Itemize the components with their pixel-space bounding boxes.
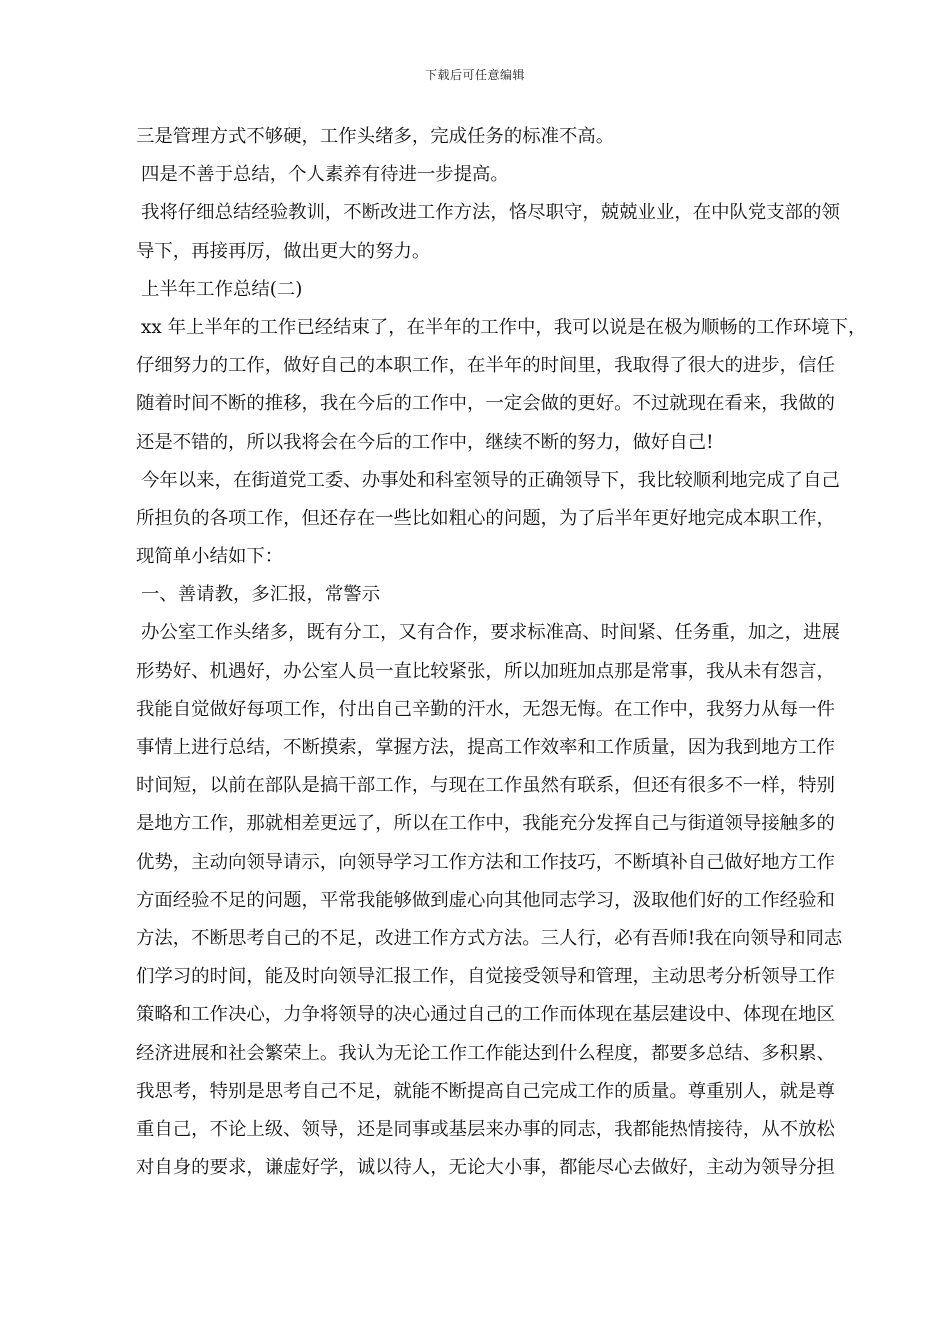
text-line: 方面经验不足的问题，平常我能够做到虚心向其他同志学习，汲取他们好的工作经验和 (136, 889, 835, 911)
text-line: 事情上进行总结，不断摸索，掌握方法，提高工作效率和工作质量，因为我到地方工作 (136, 737, 835, 758)
text-line: 是地方工作，那就相差更远了，所以在工作中，我能充分发挥自己与街道领导接触多的 (136, 813, 835, 835)
text-line: 我将仔细总结经验教训，不断改进工作方法，恪尽职守，兢兢业业，在中队党支部的领 (141, 202, 840, 224)
text-line: 今年以来，在街道党工委、办事处和科室领导的正确领导下，我比较顺利地完成了自己 (141, 469, 840, 491)
text-line: 一、善请教，多汇报，常警示 (141, 584, 381, 606)
text-line: 仔细努力的工作，做好自己的本职工作，在半年的时间里，我取得了很大的进步，信任 (136, 355, 835, 377)
text-line: 现简单小结如下： (136, 546, 284, 568)
text-line: 优势，主动向领导请示，向领导学习工作方法和工作技巧，不断填补自己做好地方工作 (136, 851, 835, 873)
text-line: 还是不错的，所以我将会在今后的工作中，继续不断的努力，做好自己! (136, 431, 714, 453)
page-header: 下载后可任意编辑 (424, 68, 525, 82)
text-line: xx 年上半年的工作已经结束了，在半年的工作中，我可以说是在极为顺畅的工作环境下， (141, 316, 867, 338)
text-line: 所担负的各项工作，但还存在一些比如粗心的问题，为了后半年更好地完成本职工作， (136, 507, 835, 529)
document-body (136, 118, 896, 1187)
text-line: 对自身的要求，谦虚好学，诚以待人，无论大小事，都能尽心去做好，主动为领导分担 (136, 1157, 835, 1179)
text-line: 三是管理方式不够硬，工作头绪多，完成任务的标准不高。 (136, 126, 615, 147)
text-line: 们学习的时间，能及时向领导汇报工作，自觉接受领导和管理，主动思考分析领导工作 (136, 966, 835, 988)
text-line: 经济进展和社会繁荣上。我认为无论工作工作能达到什么程度，都要多总结、多积累、 (136, 1042, 835, 1064)
text-line: 随着时间不断的推移，我在今后的工作中，一定会做的更好。不过就现在看来，我做的 (136, 393, 835, 415)
text-line: 四是不善于总结，个人素养有待进一步提高。 (141, 164, 509, 186)
text-line: 重自己，不论上级、领导，还是同事或基层来办事的同志，我都能热情接待，从不放松 (136, 1118, 835, 1140)
text-line: 办公室工作头绪多，既有分工，又有合作，要求标准高、时间紧、任务重，加之，进展 (141, 622, 840, 644)
text-line: 策略和工作决心，力争将领导的决心通过自己的工作而体现在基层建设中、体现在地区 (136, 1004, 835, 1026)
text-line: 上半年工作总结(二) (141, 278, 303, 300)
text-line: 导下，再接再厉，做出更大的努力。 (136, 240, 431, 262)
text-line: 方法，不断思考自己的不足，改进工作方式方法。三人行，必有吾师!我在向领导和同志 (136, 927, 843, 949)
text-line: 我思考，特别是思考自己不足，就能不断提高自己完成工作的质量。尊重别人，就是尊 (136, 1080, 835, 1102)
text-line: 形势好、机遇好，办公室人员一直比较紧张，所以加班加点那是常事，我从未有怨言， (136, 660, 835, 682)
text-line: 时间短，以前在部队是搞干部工作，与现在工作虽然有联系，但还有很多不一样，特别 (136, 775, 835, 797)
text-line: 我能自觉做好每项工作，付出自己辛勤的汗水，无怨无悔。在工作中，我努力从每一件 (136, 698, 835, 720)
